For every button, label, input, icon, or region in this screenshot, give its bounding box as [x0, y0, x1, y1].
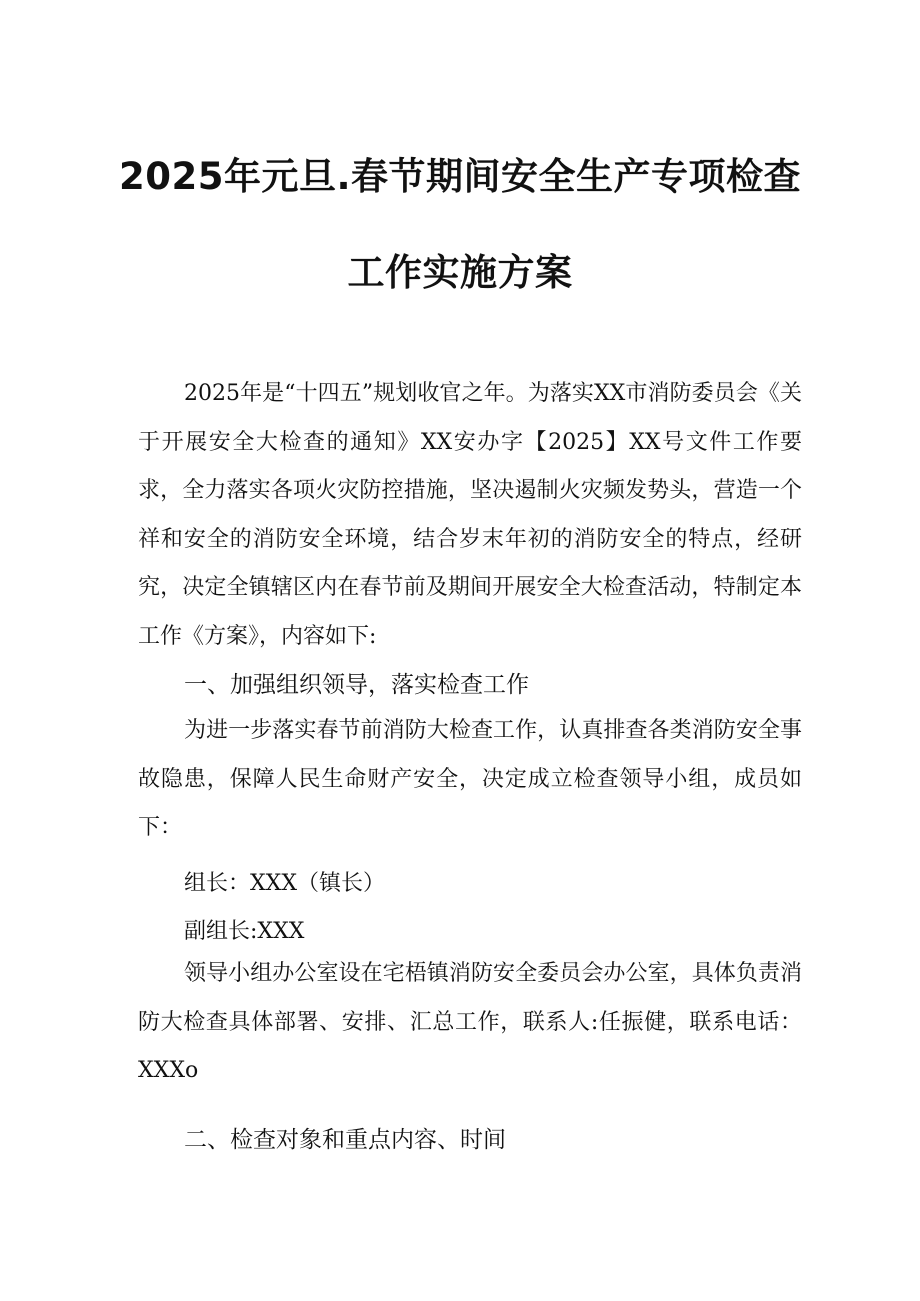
group-leader-line: 组长：XXX（镇长）: [184, 871, 385, 896]
document-title-line-2: 工作实施方案: [347, 251, 573, 294]
office-paragraph: 领导小组办公室设在宅梧镇消防安全委员会办公室，具体负责消防大检查具体部署、安排、汇总工作，联系人:任振健，联系电话：XXXo: [138, 961, 802, 1083]
deputy-leader-line: 副组长:XXX: [184, 919, 305, 944]
section-2-heading: 二、检查对象和重点内容、时间: [184, 1127, 506, 1153]
document-title-line-1: 2025年元旦.春节期间安全生产专项检查: [118, 155, 802, 198]
section-1-paragraph: 为进一步落实春节前消防大检查工作，认真排查各类消防安全事故隐患，保障人民生命财产安全，决定成立检查领导小组，成员如下：: [138, 718, 802, 840]
section-1-heading: 一、加强组织领导，落实检查工作: [184, 672, 529, 698]
intro-paragraph: 2025年是“十四五”规划收官之年。为落实XX市消防委员会《关于开展安全大检查的通知》XX安办字【2025】XX号文件工作要求，全力落实各项火灾防控措施，坚决遏制火灾频发势头，营造一个祥和安全的消防安全环境，结合岁末年初的消防安全的特点，经研究，决定全镇辖区内在春节前及期间开展安全大检查活动，特制定本工作《方案》，内容如下:: [138, 381, 802, 649]
